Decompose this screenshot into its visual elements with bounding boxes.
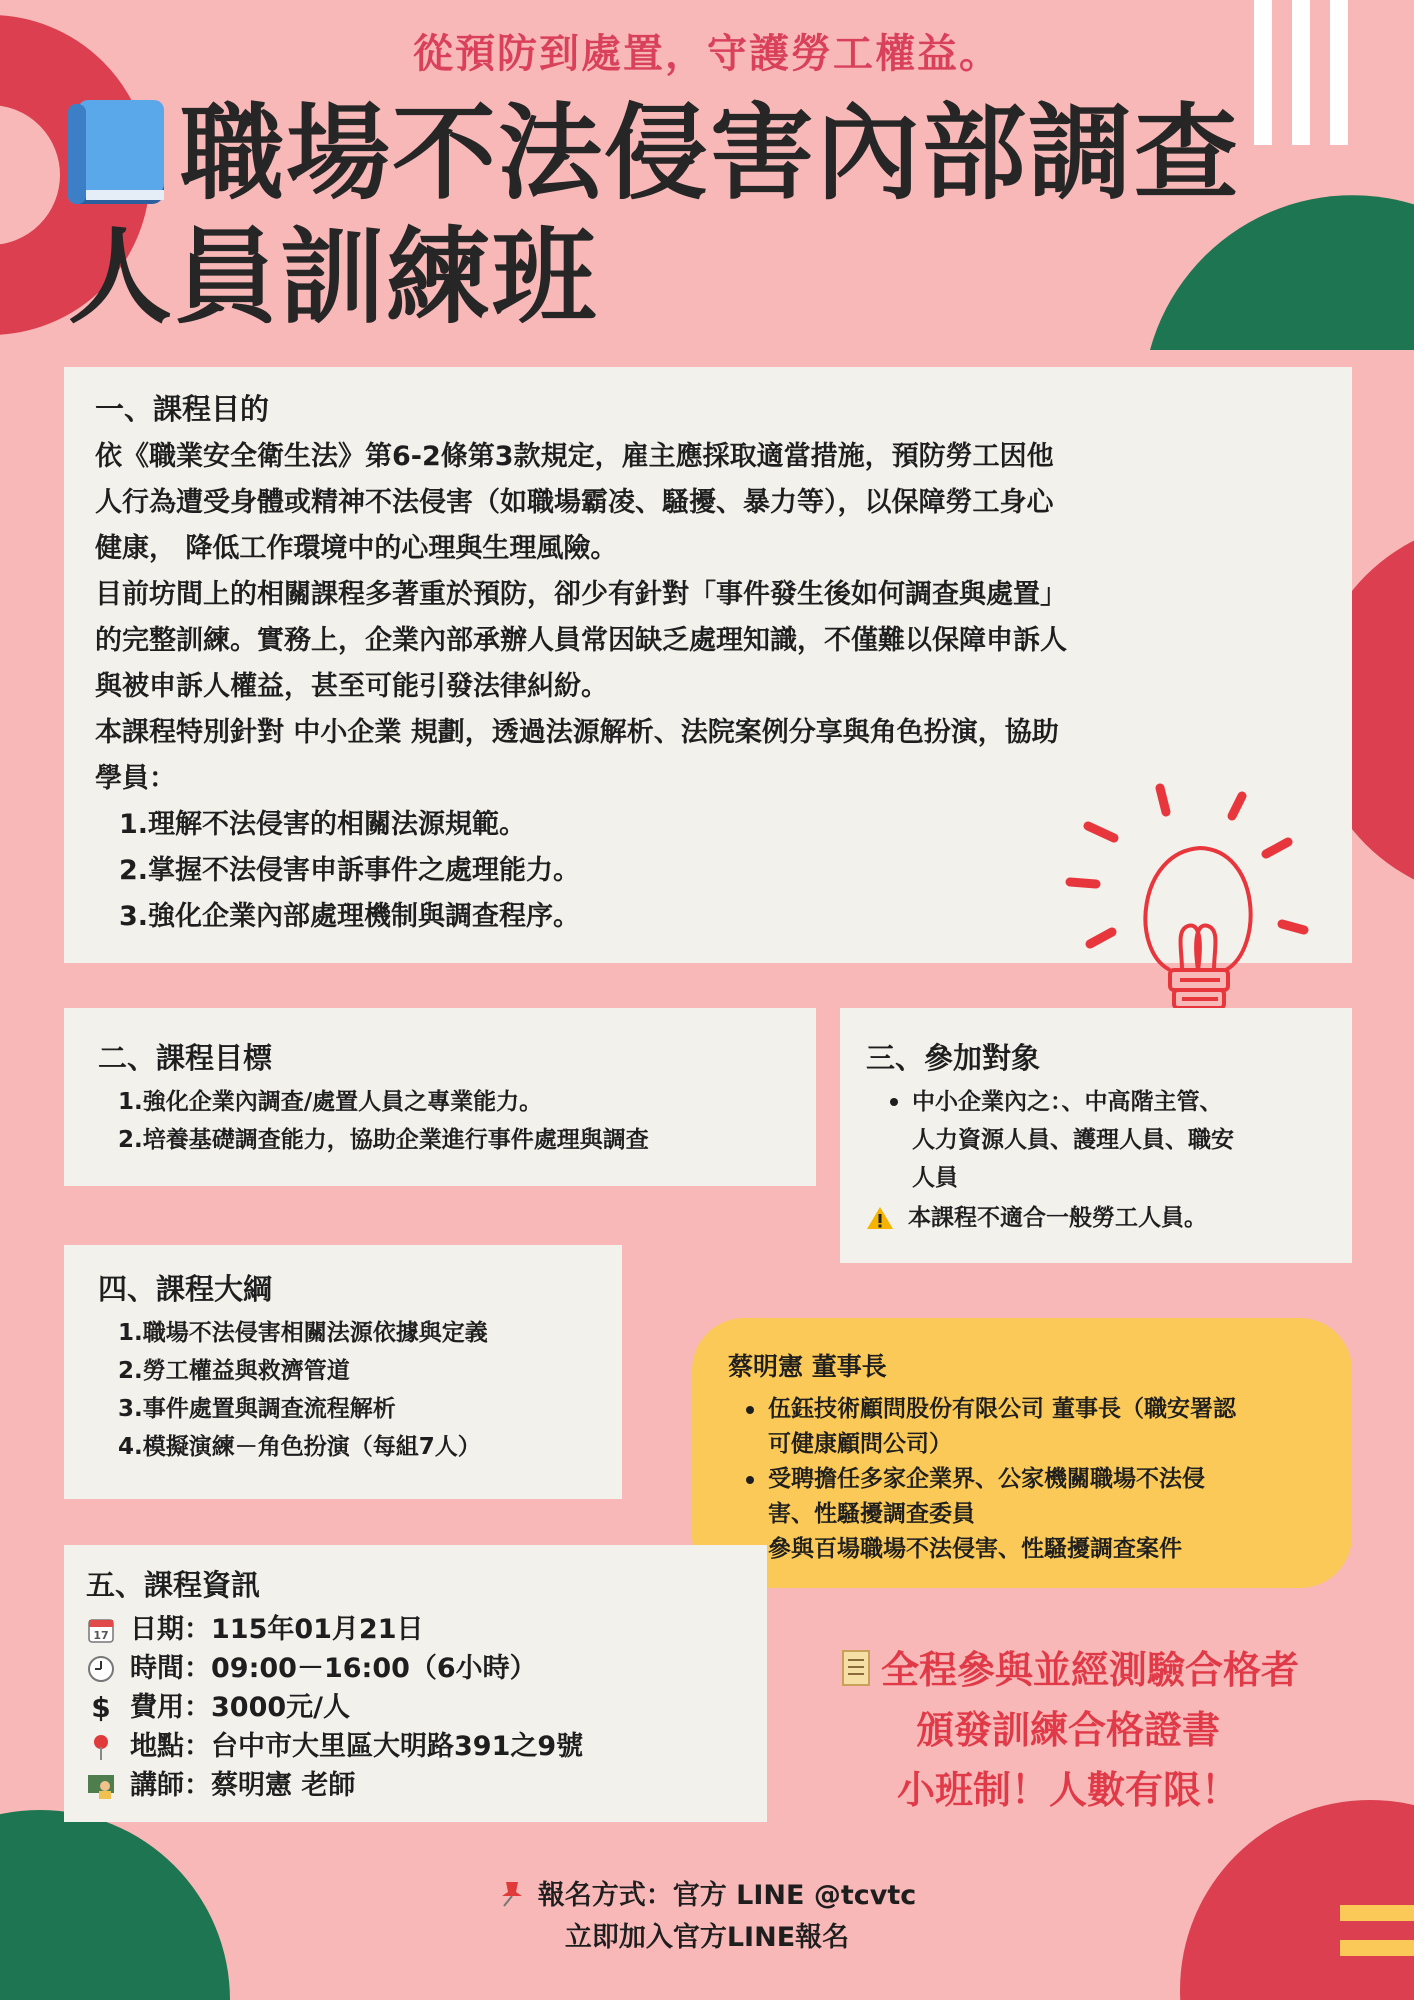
- list-item: 1.理解不法侵害的相關法源規範。: [119, 809, 527, 840]
- audience-warning: 本課程不適合一般勞工人員。: [866, 1199, 1324, 1237]
- speaker-name: 蔡明憲 董事長: [728, 1352, 887, 1381]
- teacher-icon: [86, 1771, 116, 1801]
- info-row-location: 地點：台中市大里區大明路391之9號: [86, 1727, 743, 1766]
- list-item: 1.強化企業內調查/處置人員之專業能力。: [118, 1089, 543, 1115]
- svg-text:17: 17: [93, 1628, 109, 1642]
- list-item: 參與百場職場不法侵害、性騷擾調查案件: [768, 1532, 1318, 1567]
- objective-paragraph: [95, 434, 1322, 802]
- goals-heading: 二、課程目標: [98, 1041, 273, 1075]
- list-item: 4.模擬演練－角色扮演（每組7人）: [118, 1434, 481, 1460]
- info-row-time: 時間：09:00－16:00（6小時）: [86, 1649, 743, 1688]
- list-item: 3.事件處置與調查流程解析: [118, 1396, 396, 1422]
- warning-icon: [866, 1205, 894, 1231]
- outline-list: [98, 1314, 598, 1466]
- info-row-date: 17 日期：115年01月21日: [86, 1610, 743, 1649]
- list-item: 1.職場不法侵害相關法源依據與定義: [118, 1320, 488, 1346]
- pin-icon: [86, 1732, 116, 1762]
- objective-line: 與被申訴人權益，甚至可能引發法律糾紛。: [95, 671, 608, 702]
- list-item: 伍鈺技術顧問股份有限公司 董事長（職安署認 可健康顧問公司）: [768, 1392, 1318, 1462]
- calendar-icon: [86, 1615, 116, 1645]
- list-item: 3.強化企業內部處理機制與調查程序。: [119, 901, 581, 932]
- goals-card: [64, 1008, 816, 1186]
- promo-block: [768, 1640, 1368, 1820]
- audience-heading: 三、參加對象: [866, 1041, 1041, 1075]
- outline-heading: 四、課程大綱: [98, 1272, 273, 1306]
- objective-line: 依《職業安全衛生法》第6-2條第3款規定，雇主應採取適當措施，預防勞工因他: [95, 441, 1054, 472]
- title-line-1: 職場不法侵害內部調查: [180, 92, 1241, 214]
- promo-line: 頒發訓練合格證書: [915, 1708, 1220, 1752]
- objective-line: 的完整訓練。實務上，企業內部承辦人員常因缺乏處理知識，不僅難以保障申訴人: [95, 625, 1067, 656]
- audience-list: [866, 1083, 1324, 1197]
- info-row-fee: $ 費用：3000元/人: [86, 1688, 743, 1727]
- dollar-icon: $: [91, 1691, 111, 1724]
- objective-line: 健康， 降低工作環境中的心理與生理風險。: [95, 533, 618, 564]
- book-icon: [64, 98, 170, 208]
- goals-list: [98, 1083, 786, 1159]
- signup-line: 報名方式：官方 LINE @tcvtc: [0, 1873, 1414, 1912]
- list-item: 中小企業內之：、中高階主管、 人力資源人員、護理人員、職安 人員: [912, 1083, 1324, 1197]
- list-item: 2.培養基礎調查能力，協助企業進行事件處理與調查: [118, 1127, 649, 1153]
- list-item: 受聘擔任多家企業界、公家機關職場不法侵 害、性騷擾調查委員: [768, 1462, 1318, 1532]
- objective-line: 本課程特別針對 中小企業 規劃，透過法源解析、法院案例分享與角色扮演，協助: [95, 717, 1059, 748]
- list-item: 2.掌握不法侵害申訴事件之處理能力。: [119, 855, 581, 886]
- promo-line: 小班制！人數有限！: [896, 1768, 1239, 1812]
- tagline: 從預防到處置，守護勞工權益。: [413, 31, 1001, 77]
- speaker-list: [728, 1392, 1318, 1567]
- info-heading: 五、課程資訊: [86, 1568, 261, 1602]
- objective-line: 學員：: [95, 763, 176, 794]
- list-item: 2.勞工權益與救濟管道: [118, 1358, 350, 1384]
- pushpin-icon: [498, 1878, 528, 1908]
- audience-card: [840, 1008, 1352, 1263]
- outline-card: [64, 1245, 622, 1499]
- lightbulb-icon: [1060, 780, 1320, 1040]
- objective-line: 目前坊間上的相關課程多著重於預防，卻少有針對「事件發生後如何調查與處置」: [95, 579, 1067, 610]
- signup-cta: 立即加入官方LINE報名: [564, 1922, 850, 1953]
- clock-icon: [86, 1654, 116, 1684]
- speaker-bubble: [692, 1318, 1352, 1588]
- objective-heading: 一、課程目的: [95, 392, 270, 426]
- info-row-teacher: 講師：蔡明憲 老師: [86, 1766, 743, 1805]
- objective-line: 人行為遭受身體或精神不法侵害（如職場霸凌、騷擾、暴力等），以保障勞工身心: [95, 487, 1054, 518]
- promo-line: 全程參與並經測驗合格者: [768, 1640, 1368, 1700]
- scroll-icon: [837, 1647, 877, 1689]
- info-card: [64, 1545, 767, 1822]
- title-line-2: 人員訓練班: [68, 216, 599, 338]
